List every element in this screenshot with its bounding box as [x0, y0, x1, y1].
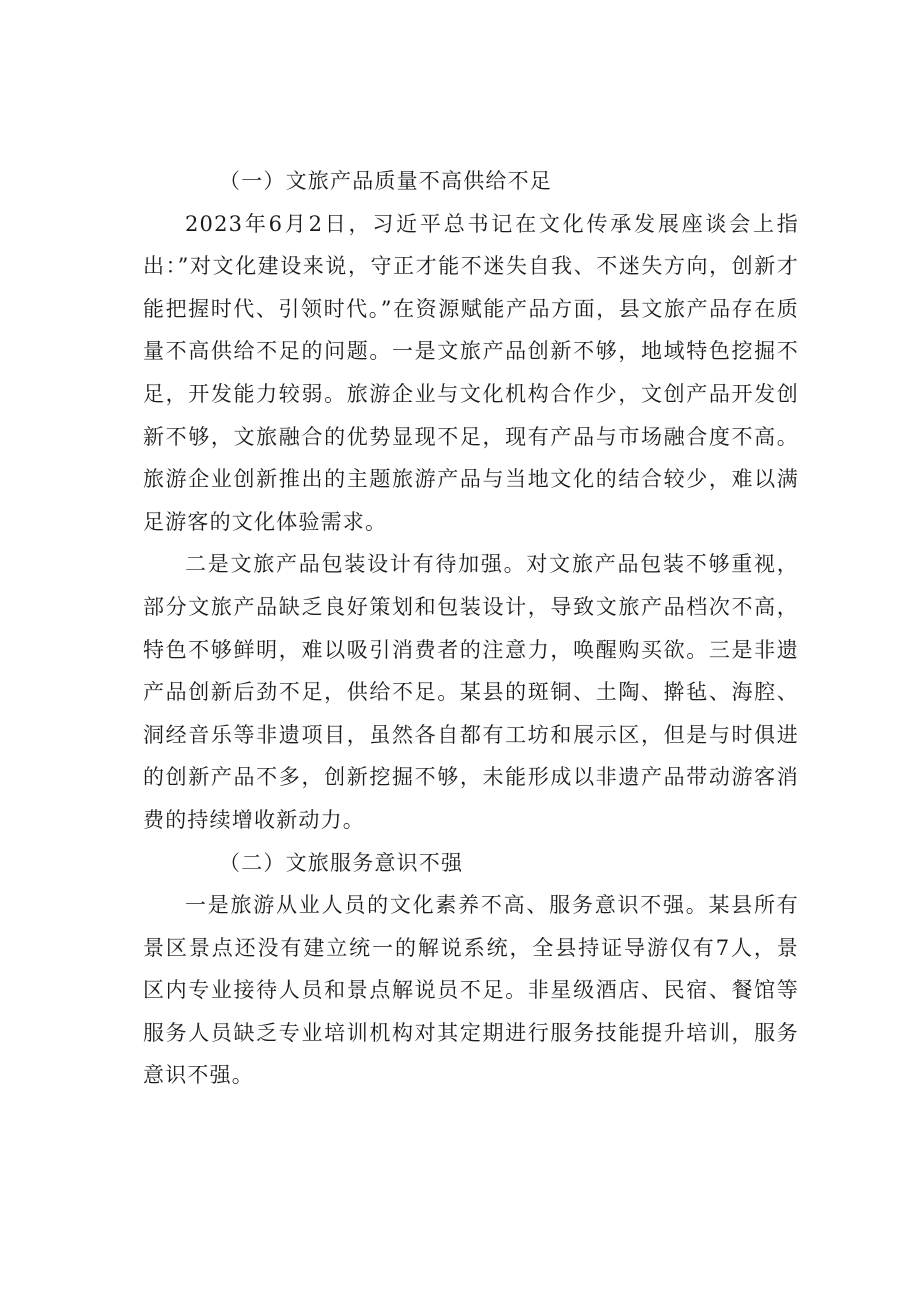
paragraph-2: 二是文旅产品包装设计有待加强。对文旅产品包装不够重视，部分文旅产品缺乏良好策划和包装设计，导致文旅产品档次不高，特色不够鲜明，难以吸引消费者的注意力，唤醒购买欲。三是非遗产品创新后劲不足，供给不足。某县的斑铜、土陶、擀毡、海腔、洞经音乐等非遗项目，虽然各自都有工坊和展示区，但是与时俱进的创新产品不多，创新挖掘不够，未能形成以非遗产品带动游客消费的持续增收新动力。 [143, 552, 799, 832]
document-body [143, 160, 799, 1097]
paragraph-1: 2023年6月2日，习近平总书记在文化传承发展座谈会上指出：”对文化建设来说，守正才能不迷失自我、不迷失方向，创新才能把握时代、引领时代。”在资源赋能产品方面，县文旅产品存在质量不高供给不足的问题。一是文旅产品创新不够，地域特色挖掘不足，开发能力较弱。旅游企业与文化机构合作少，文创产品开发创新不够，文旅融合的优势显现不足，现有产品与市场融合度不高。旅游企业创新推出的主题旅游产品与当地文化的结合较少，难以满足游客的文化体验需求。 [143, 211, 799, 534]
section-heading-1: （一）文旅产品质量不高供给不足 [219, 169, 552, 193]
paragraph-3: 一是旅游从业人员的文化素养不高、服务意识不强。某县所有景区景点还没有建立统一的解说系统，全县持证导游仅有7人，景区内专业接待人员和景点解说员不足。非星级酒店、民宿、餐馆等服务人员缺乏专业培训机构对其定期进行服务技能提升培训，服务意识不强。 [143, 893, 799, 1088]
section-heading-2: （二）文旅服务意识不强 [219, 850, 464, 875]
